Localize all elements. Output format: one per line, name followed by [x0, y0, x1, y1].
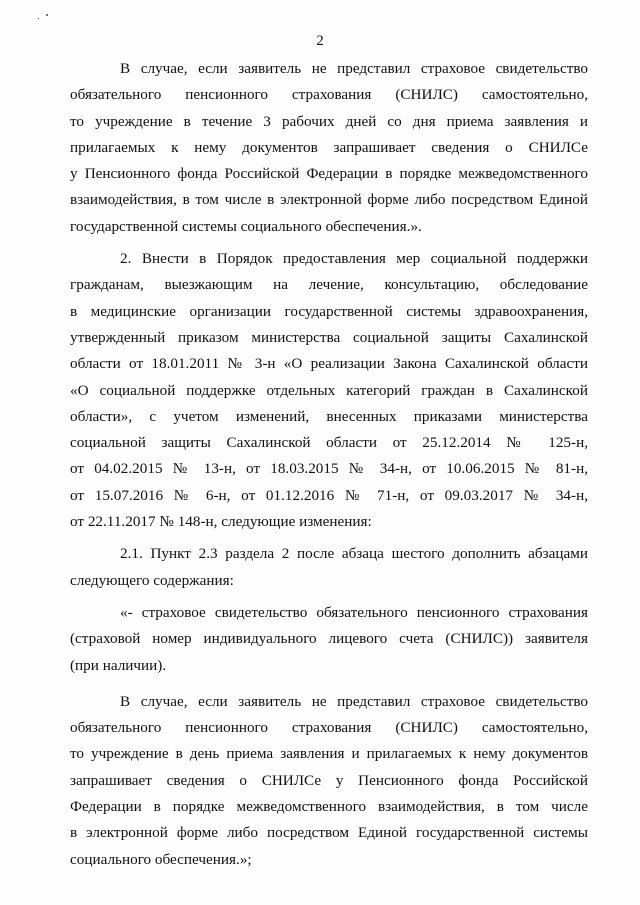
- text-line: «- страховое свидетельство обязательного пенсионного страхования: [120, 603, 588, 621]
- text-line: области», с учетом изменений, внесенных приказами министерства: [70, 407, 588, 425]
- text-line: Федерации в порядке межведомственного взаимодействия, в том числе: [70, 798, 588, 816]
- text-line: области от 18.01.2011 № 3-н «О реализации Закона Сахалинской области: [70, 355, 588, 373]
- scan-speck: [38, 18, 39, 19]
- paragraph-snils-certificate-item: [70, 600, 588, 679]
- text-line: прилагаемых к нему документов запрашивает сведения о СНИЛСе: [70, 138, 588, 156]
- text-line: то учреждение в течение 3 рабочих дней со дня приема заявления и: [70, 112, 588, 130]
- text-line: в электронной форме либо посредством Единой государственной системы: [70, 824, 588, 842]
- text-line: (страховой номер индивидуального лицевого счета (СНИЛС)) заявителя: [70, 630, 588, 648]
- text-line: следующего содержания:: [70, 571, 234, 589]
- text-line: В случае, если заявитель не представил страховое свидетельство: [120, 60, 588, 77]
- text-line: утвержденный приказом министерства социальной защиты Сахалинской: [70, 328, 588, 346]
- text-line: то учреждение в день приема заявления и прилагаемых к нему документов: [70, 745, 588, 763]
- text-line: В случае, если заявитель не представил страховое свидетельство: [120, 692, 588, 710]
- scan-speck: [46, 14, 48, 16]
- text-line: от 15.07.2016 № 6-н, от 01.12.2016 № 71-н, от 09.03.2017 № 34-н,: [70, 486, 588, 504]
- paragraph-snils-request-same-day: [70, 689, 588, 873]
- text-line: у Пенсионного фонда Российской Федерации в порядке межведомственного: [70, 165, 588, 183]
- text-line: от 04.02.2015 № 13-н, от 18.03.2015 № 34-н, от 10.06.2015 № 81-н,: [70, 460, 588, 478]
- text-line: 2. Внести в Порядок предоставления мер социальной поддержки: [120, 250, 588, 268]
- text-line: в медицинские организации государственной системы здравоохранения,: [70, 302, 588, 320]
- text-line: обязательного пенсионного страхования (СНИЛС) самостоятельно,: [70, 86, 588, 104]
- page-number: 2: [316, 33, 324, 49]
- text-line: запрашивает сведения о СНИЛСе у Пенсионного фонда Российской: [70, 771, 588, 789]
- text-line: социальной защиты Сахалинской области от 25.12.2014 № 125-н,: [70, 434, 588, 452]
- text-line: обязательного пенсионного страхования (СНИЛС) самостоятельно,: [70, 719, 588, 737]
- text-line: «О социальной поддержке отдельных категорий граждан в Сахалинской: [70, 381, 588, 399]
- text-line: (при наличии).: [70, 656, 167, 674]
- text-line: государственной системы социального обеспечения.».: [70, 217, 422, 235]
- text-line: социального обеспечения.»;: [70, 850, 252, 868]
- paragraph-clause-2-1: [70, 541, 588, 594]
- document-body: [70, 56, 588, 873]
- text-line: взаимодействия, в том числе в электронной форме либо посредством Единой: [70, 191, 588, 209]
- text-line: 2.1. Пункт 2.3 раздела 2 после абзаца шестого дополнить абзацами: [120, 545, 588, 563]
- paragraph-snils-request-3-days: [70, 56, 588, 240]
- paragraph-amend-procedure: [70, 246, 588, 535]
- text-line: от 22.11.2017 № 148-н, следующие изменения:: [70, 513, 372, 531]
- text-line: гражданам, выезжающим на лечение, консультацию, обследование: [70, 276, 588, 294]
